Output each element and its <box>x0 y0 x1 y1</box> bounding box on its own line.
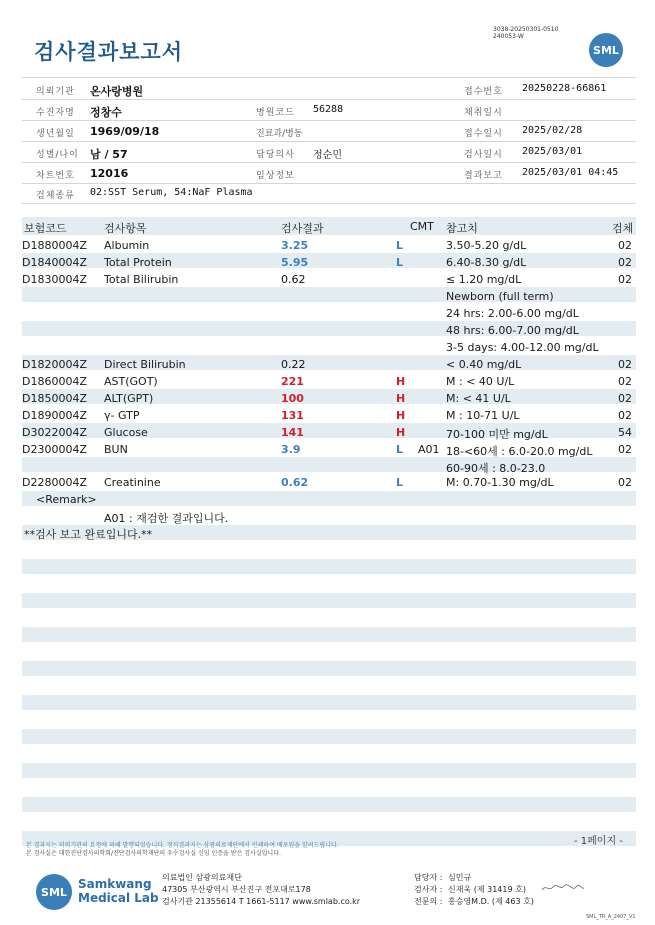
specimen-label: 검체종류 <box>36 191 75 201</box>
org-value: 온사랑병원 <box>90 85 144 98</box>
row-ref: M: 0.70-1.30 mg/dL <box>446 476 554 489</box>
receipt-no-label: 접수번호 <box>464 87 503 97</box>
info-row-specimen <box>22 183 636 203</box>
row-code: D1820004Z <box>22 358 87 371</box>
row-result: 3.25 <box>281 239 309 252</box>
row-ref: 6.40-8.30 g/dL <box>446 256 527 269</box>
result-table-header <box>22 217 636 235</box>
sex-age-value: 남 / 57 <box>90 148 128 161</box>
staff2-label: 검사자 : <box>414 885 443 894</box>
doctor-value: 정순민 <box>313 150 342 161</box>
row-code: D1890004Z <box>22 409 87 422</box>
row-flag: L <box>396 476 404 489</box>
info-row-chart <box>22 163 636 183</box>
row-result: 221 <box>281 375 304 388</box>
row-code: D2280004Z <box>22 476 87 489</box>
header-specimen: 검체 <box>612 222 634 235</box>
staff3-label: 전문의 : <box>414 897 443 906</box>
page-title: 검사결과보고서 <box>34 40 184 64</box>
row-ref: Newborn (full term) <box>446 290 554 303</box>
row-ref: 24 hrs: 2.00-6.00 mg/dL <box>446 307 579 320</box>
row-result: 0.62 <box>281 273 306 286</box>
sml-footer-logo-icon: SML <box>36 874 72 910</box>
row-code: D1860004Z <box>22 375 87 388</box>
row-specimen: 02 <box>618 358 632 371</box>
row-name: Total Protein <box>104 256 172 269</box>
row-ref: 3.50-5.20 g/dL <box>446 239 527 252</box>
notice-line2: 본 검사실은 대한진단검사의학회/진단검사의학재단의 우수검사실 신임 인증을 받은 검사실입니다. <box>26 850 281 857</box>
table-row <box>22 390 636 407</box>
row-ref: 48 hrs: 6.00-7.00 mg/dL <box>446 324 579 337</box>
collect-date-label: 채취일시 <box>464 108 503 118</box>
org-name-line1: Samkwang <box>78 877 152 891</box>
row-specimen: 02 <box>618 375 632 388</box>
org-label: 의뢰기관 <box>36 87 75 97</box>
info-row-org <box>22 79 636 99</box>
birth-value: 1969/09/18 <box>90 125 160 138</box>
row-flag: H <box>396 375 406 388</box>
patient-label: 수진자명 <box>36 108 75 118</box>
row-code: D3022004Z <box>22 426 87 439</box>
doctor-label: 담당의사 <box>256 150 295 160</box>
addr-line2: 47305 부산광역시 부산진구 전포대로178 <box>162 885 311 894</box>
row-code: D1830004Z <box>22 273 87 286</box>
document-code <box>493 26 558 40</box>
document-code-line1: 3038-20250301-0510 <box>493 26 559 33</box>
row-specimen: 02 <box>618 392 632 405</box>
remark-row <box>22 508 636 525</box>
row-ref: ≤ 1.20 mg/dL <box>446 273 522 286</box>
form-code: SML_TR_A_2407_V1 <box>586 914 636 920</box>
row-flag: H <box>396 409 406 422</box>
row-result: 3.9 <box>281 443 301 456</box>
row-ref: M : < 40 U/L <box>446 375 515 388</box>
row-specimen: 02 <box>618 409 632 422</box>
header-code: 보험코드 <box>24 222 67 235</box>
divider <box>22 77 636 78</box>
staff2-value: 신재욱 (제 31419 호) <box>448 885 526 894</box>
document-code-line2: 240053-W <box>493 33 524 40</box>
row-name: BUN <box>104 443 128 456</box>
row-result: 0.22 <box>281 358 306 371</box>
org-address <box>162 872 360 908</box>
birth-label: 생년월일 <box>36 129 75 139</box>
row-ref: 60-90세 : 8.0-23.0 <box>446 462 546 475</box>
row-specimen: 02 <box>618 239 632 252</box>
chart-label: 차트번호 <box>36 171 75 181</box>
row-name: AST(GOT) <box>104 375 158 388</box>
receipt-no-value: 20250228-66861 <box>522 83 607 94</box>
hospital-code-label: 병원코드 <box>256 108 295 118</box>
table-row <box>22 356 636 373</box>
row-cmt: A01 <box>418 443 440 456</box>
report-label: 결과보고 <box>464 171 503 181</box>
row-ref: < 0.40 mg/dL <box>446 358 522 371</box>
info-row-birth <box>22 121 636 141</box>
receipt-date-label: 접수일시 <box>464 129 503 139</box>
row-flag: H <box>396 392 406 405</box>
table-row <box>22 322 636 339</box>
remark-text: A01 : 재검한 결과입니다. <box>104 512 229 525</box>
report-done-text: **검사 보고 완료입니다.** <box>24 528 153 541</box>
row-specimen: 02 <box>618 443 632 456</box>
row-code: D1850004Z <box>22 392 87 405</box>
row-ref: M: < 41 U/L <box>446 392 511 405</box>
table-row <box>22 254 636 271</box>
report-done-row <box>22 524 636 541</box>
footer-notice <box>26 842 339 858</box>
header-result: 검사결과 <box>281 222 324 235</box>
row-result: 100 <box>281 392 304 405</box>
org-name-line2: Medical Lab <box>78 891 159 905</box>
sml-logo-icon: SML <box>589 33 623 67</box>
addr-line1: 의료법인 삼광의료재단 <box>162 873 242 882</box>
table-row <box>22 271 636 288</box>
staff3-value: 홍승영M.D. (제 463 호) <box>448 897 534 906</box>
row-code: D1840004Z <box>22 256 87 269</box>
test-date-value: 2025/03/01 <box>522 146 583 157</box>
chart-value: 12016 <box>90 167 129 180</box>
row-result: 5.95 <box>281 256 309 269</box>
table-row <box>22 373 636 390</box>
table-row <box>22 424 636 441</box>
row-result: 131 <box>281 409 304 422</box>
row-specimen: 02 <box>618 256 632 269</box>
test-date-label: 검사일시 <box>464 150 503 160</box>
row-name: Creatinine <box>104 476 161 489</box>
remark-title: <Remark> <box>36 493 97 506</box>
sex-age-label: 성별/나이 <box>36 150 79 160</box>
hospital-code-value: 56288 <box>313 104 344 115</box>
org-name <box>78 877 159 905</box>
row-name: γ- GTP <box>104 409 140 422</box>
table-row <box>22 474 636 491</box>
remark-title-row <box>22 491 636 508</box>
row-specimen: 02 <box>618 476 632 489</box>
row-specimen: 54 <box>618 426 632 439</box>
row-code: D1880004Z <box>22 239 87 252</box>
staff-block <box>414 872 534 908</box>
row-name: Direct Bilirubin <box>104 358 186 371</box>
row-code: D2300004Z <box>22 443 87 456</box>
row-ref: 3-5 days: 4.00-12.00 mg/dL <box>446 341 599 354</box>
row-ref: M : 10-71 U/L <box>446 409 520 422</box>
table-row <box>22 288 636 305</box>
row-name: ALT(GPT) <box>104 392 154 405</box>
header-cmt: CMT <box>410 220 434 233</box>
row-flag: L <box>396 256 404 269</box>
patient-value: 정창수 <box>90 106 122 119</box>
header-name: 검사항목 <box>104 222 147 235</box>
page-number: - 1페이지 - <box>574 836 623 847</box>
header-ref: 참고치 <box>446 222 478 235</box>
row-name: Total Bilirubin <box>104 273 179 286</box>
row-result: 0.62 <box>281 476 309 489</box>
row-specimen: 02 <box>618 273 632 286</box>
addr-line3: 검사기관 21355614 T 1661-5117 www.smlab.co.kr <box>162 897 361 906</box>
table-row <box>22 339 636 356</box>
signature-icon <box>540 882 586 894</box>
table-row <box>22 237 636 254</box>
row-name: Albumin <box>104 239 150 252</box>
clinical-label: 임상정보 <box>256 171 295 181</box>
info-row-sex-age <box>22 142 636 162</box>
row-flag: H <box>396 426 406 439</box>
dept-label: 진료과/병동 <box>256 129 303 139</box>
table-row <box>22 458 636 475</box>
table-row <box>22 407 636 424</box>
row-ref: 70-100 미만 mg/dL <box>446 428 548 441</box>
notice-line1: 본 결과지는 의뢰기관의 요청에 의해 발행되었습니다. 정식결과지는 삼광의료재단에서 인쇄하여 배포됨을 알려드립니다. <box>26 842 339 849</box>
row-flag: L <box>396 239 404 252</box>
report-value: 2025/03/01 04:45 <box>522 167 619 178</box>
table-row <box>22 305 636 322</box>
row-result: 141 <box>281 426 304 439</box>
row-name: Glucose <box>104 426 148 439</box>
row-flag: L <box>396 443 404 456</box>
table-row <box>22 441 636 458</box>
specimen-value: 02:SST Serum, 54:NaF Plasma <box>90 187 253 198</box>
receipt-date-value: 2025/02/28 <box>522 125 583 136</box>
divider <box>22 203 636 204</box>
staff1-label: 담당자 : <box>414 873 443 882</box>
info-row-patient <box>22 100 636 120</box>
row-ref: 18-<60세 : 6.0-20.0 mg/dL <box>446 445 593 458</box>
staff1-value: 심민규 <box>448 873 472 882</box>
